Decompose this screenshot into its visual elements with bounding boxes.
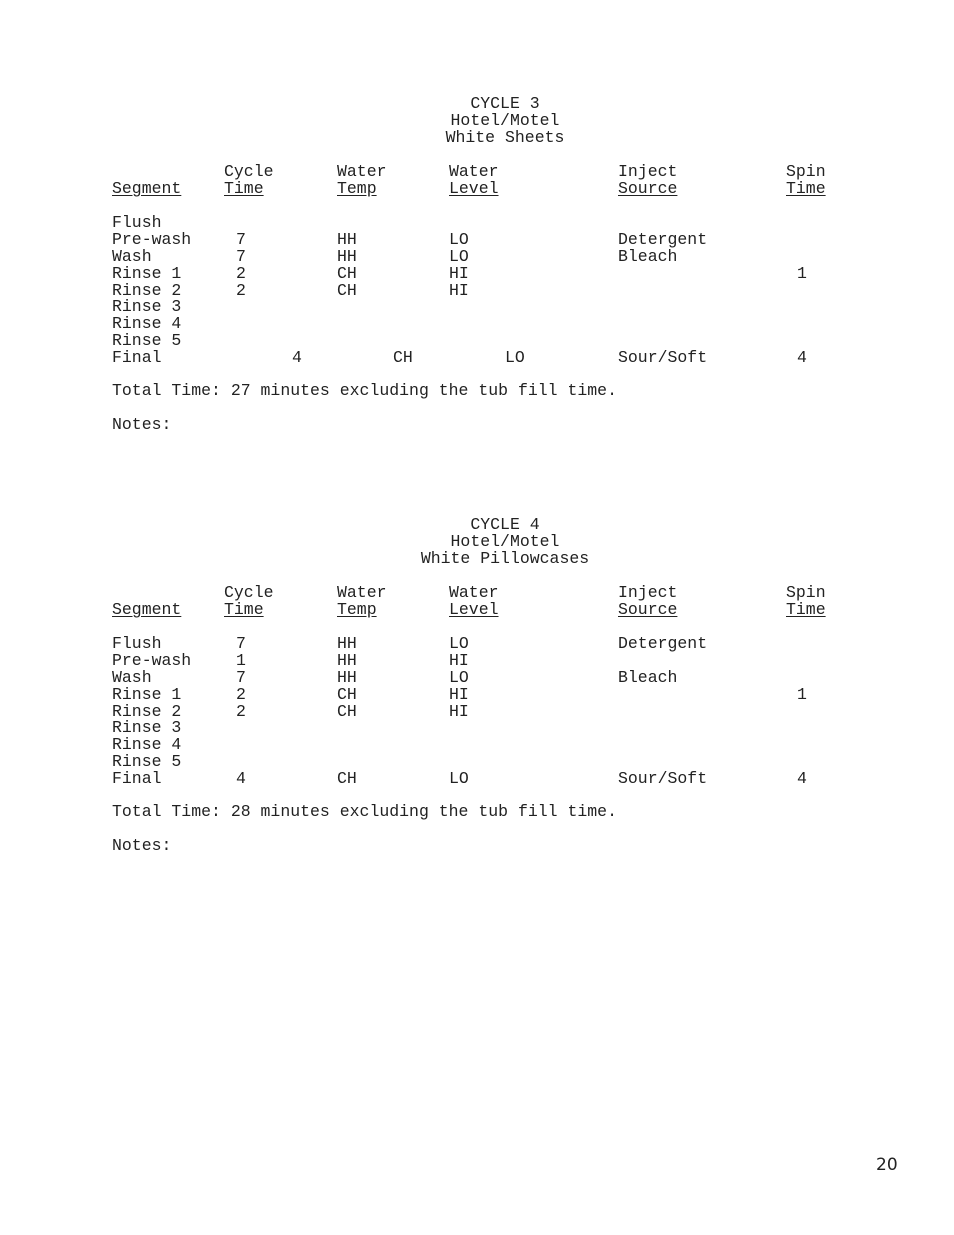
- table-row: Flush: [112, 213, 162, 232]
- cycle-titles: [0, 95, 954, 146]
- table-row: Rinse 4: [112, 735, 182, 755]
- table-row: Rinse 1 2 CH HI 1: [112, 684, 807, 704]
- table-body: [0, 636, 954, 788]
- table-row: Pre-wash 7 HH LO Detergent: [112, 229, 708, 249]
- header-water-temp: Water Temp: [337, 162, 387, 198]
- cycle-titles: [0, 516, 954, 567]
- header-water-temp: Water Temp: [337, 583, 387, 619]
- cycle-title: CYCLE 3: [470, 94, 540, 113]
- table-header: [0, 163, 954, 199]
- cycle-item: White Sheets: [445, 128, 565, 147]
- table-header: [0, 584, 954, 620]
- header-water-level: Water Level: [449, 583, 499, 619]
- table-row: Rinse 2 2 CH HI: [112, 701, 469, 721]
- header-segment: Segment: [112, 179, 182, 198]
- table-row: Rinse 4: [112, 314, 182, 334]
- header-inject-source: Inject Source: [618, 162, 678, 198]
- header-spin-time: Spin Time: [786, 162, 826, 198]
- notes-label: Notes:: [112, 415, 172, 434]
- header-water-level: Water Level: [449, 162, 499, 198]
- table-row: Final 4 CH LO Sour/Soft 4: [112, 348, 807, 368]
- table-row: Rinse 3: [112, 718, 182, 738]
- header-inject-source: Inject Source: [618, 583, 678, 619]
- cycle-subtitle: Hotel/Motel: [450, 111, 560, 130]
- total-time: Total Time: 28 minutes excluding the tub fill time.: [112, 802, 617, 821]
- table-body: [0, 215, 954, 367]
- header-spin-time: Spin Time: [786, 583, 826, 619]
- table-row: Rinse 1 2 CH HI 1: [112, 263, 807, 283]
- cycle-item: White Pillowcases: [420, 549, 590, 568]
- table-row: Flush 7 HH LO Detergent: [112, 634, 708, 653]
- header-segment: Segment: [112, 600, 182, 619]
- cycle-subtitle: Hotel/Motel: [450, 532, 560, 551]
- table-row: Rinse 5: [112, 331, 182, 351]
- cycle-title: CYCLE 4: [470, 515, 540, 534]
- header-cycle-time: Cycle Time: [224, 162, 274, 198]
- table-row: Wash 7 HH LO Bleach: [112, 667, 678, 687]
- table-row: Pre-wash 1 HH HI: [112, 650, 469, 670]
- table-row: Rinse 5: [112, 752, 182, 772]
- total-time: Total Time: 27 minutes excluding the tub fill time.: [112, 381, 617, 400]
- table-row: Wash 7 HH LO Bleach: [112, 246, 678, 266]
- table-row: Rinse 3: [112, 297, 182, 317]
- notes-label: Notes:: [112, 836, 172, 855]
- page-number: 20: [876, 1155, 898, 1175]
- header-cycle-time: Cycle Time: [224, 583, 274, 619]
- table-row: Final 4 CH LO Sour/Soft 4: [112, 769, 807, 789]
- table-row: Rinse 2 2 CH HI: [112, 280, 469, 300]
